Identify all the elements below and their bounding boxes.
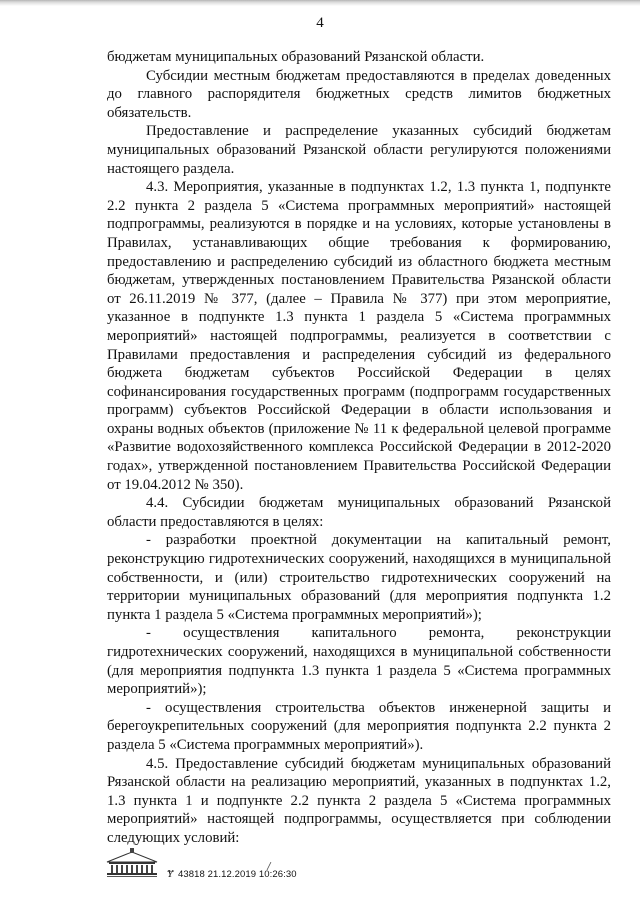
scan-edge-shadow (0, 0, 640, 6)
paragraph-subsidy-limits: Субсидии местным бюджетам предоставляются в пределах доведенных до главного распорядителя бюджетных средств лимитов бюджетных обязательств. (107, 67, 611, 121)
registration-number-date: 43818 21.12.2019 10:26:30 (177, 869, 297, 880)
document-body (107, 48, 611, 848)
list-item-engineering-protection: - осуществления строительства объектов инженерной защиты и берегоукрепительных сооружений (для мероприятия подпункта 2.2 пункта 2 раздела 5 «Система программных мероприятий»). (107, 699, 611, 753)
paragraph-continuation: бюджетам муниципальных образований Рязанской области. (107, 49, 485, 65)
paragraph-4-4: 4.4. Субсидии бюджетам муниципальных образований Рязанской области предоставляются в целях: (107, 495, 611, 530)
government-building-stamp-icon (103, 848, 161, 878)
pen-mark-icon (266, 862, 272, 870)
document-registration-code (167, 868, 297, 880)
registration-mark: Ɏ (167, 868, 174, 880)
paragraph-4-5: 4.5. Предоставление субсидий бюджетам муниципальных образований Рязанской области на реализацию мероприятий, указанных в подпунктах 1.2, 1.3 пункта 1 и подпункте 2.2 пункта 2 раздела 5 «Система программных мероприятий» настоящей подпрограммы, осуществляется при соблюдении следующих условий: (107, 755, 611, 846)
page-number: 4 (316, 15, 324, 31)
paragraph-4-3: 4.3. Мероприятия, указанные в подпунктах 1.2, 1.3 пункта 1, подпункте 2.2 пункта 2 раздела 5 «Система программных мероприятий» настоящей подпрограммы, реализуются в порядке и на условиях, которые установлены в Правилах, устанавливающих общие требования к формированию, предоставлению и распределению субсидий из областного бюджета местным бюджетам, утвержденных постановлением Правительства Рязанской области от 26.11.2019 № 377, (далее – Правила № 377) при этом мероприятие, указанное в подпункте 1.3 пункта 1 раздела 5 «Система программных мероприятий» настоящей подпрограммы, реализуется в соответствии с Правилами предоставления и распределения субсидий из федерального бюджета бюджетам субъектов Российской Федерации в целях софинансирования государственных программ (подпрограмм государственных программ) субъектов Российской Федерации в области использования и охраны водных объектов (приложение № 11 к федеральной целевой программе «Развитие водохозяйственного комплекса Российской Федерации в 2012-2020 годах», утвержденной постановлением Правительства Российской Федерации от 19.04.2012 № 350). (107, 179, 611, 493)
list-item-design-documentation: - разработки проектной документации на капитальный ремонт, реконструкцию гидротехнических сооружений, находящихся в муниципальной собственности, и (или) строительство гидротехнических сооружений на территории муниципальных образований (для мероприятия подпункта 1.2 пункта 1 раздела 5 «Система программных мероприятий»); (107, 532, 611, 623)
list-item-capital-repair: - осуществления капитального ремонта, реконструкции гидротехнических сооружений, находящихся в муниципальной собственности (для мероприятия подпункта 1.3 пункта 1 раздела 5 «Система программных мероприятий»); (107, 625, 611, 698)
paragraph-distribution-rules: Предоставление и распределение указанных субсидий бюджетам муниципальных образований Рязанской области регулируются положениями настоящего раздела. (107, 123, 611, 177)
